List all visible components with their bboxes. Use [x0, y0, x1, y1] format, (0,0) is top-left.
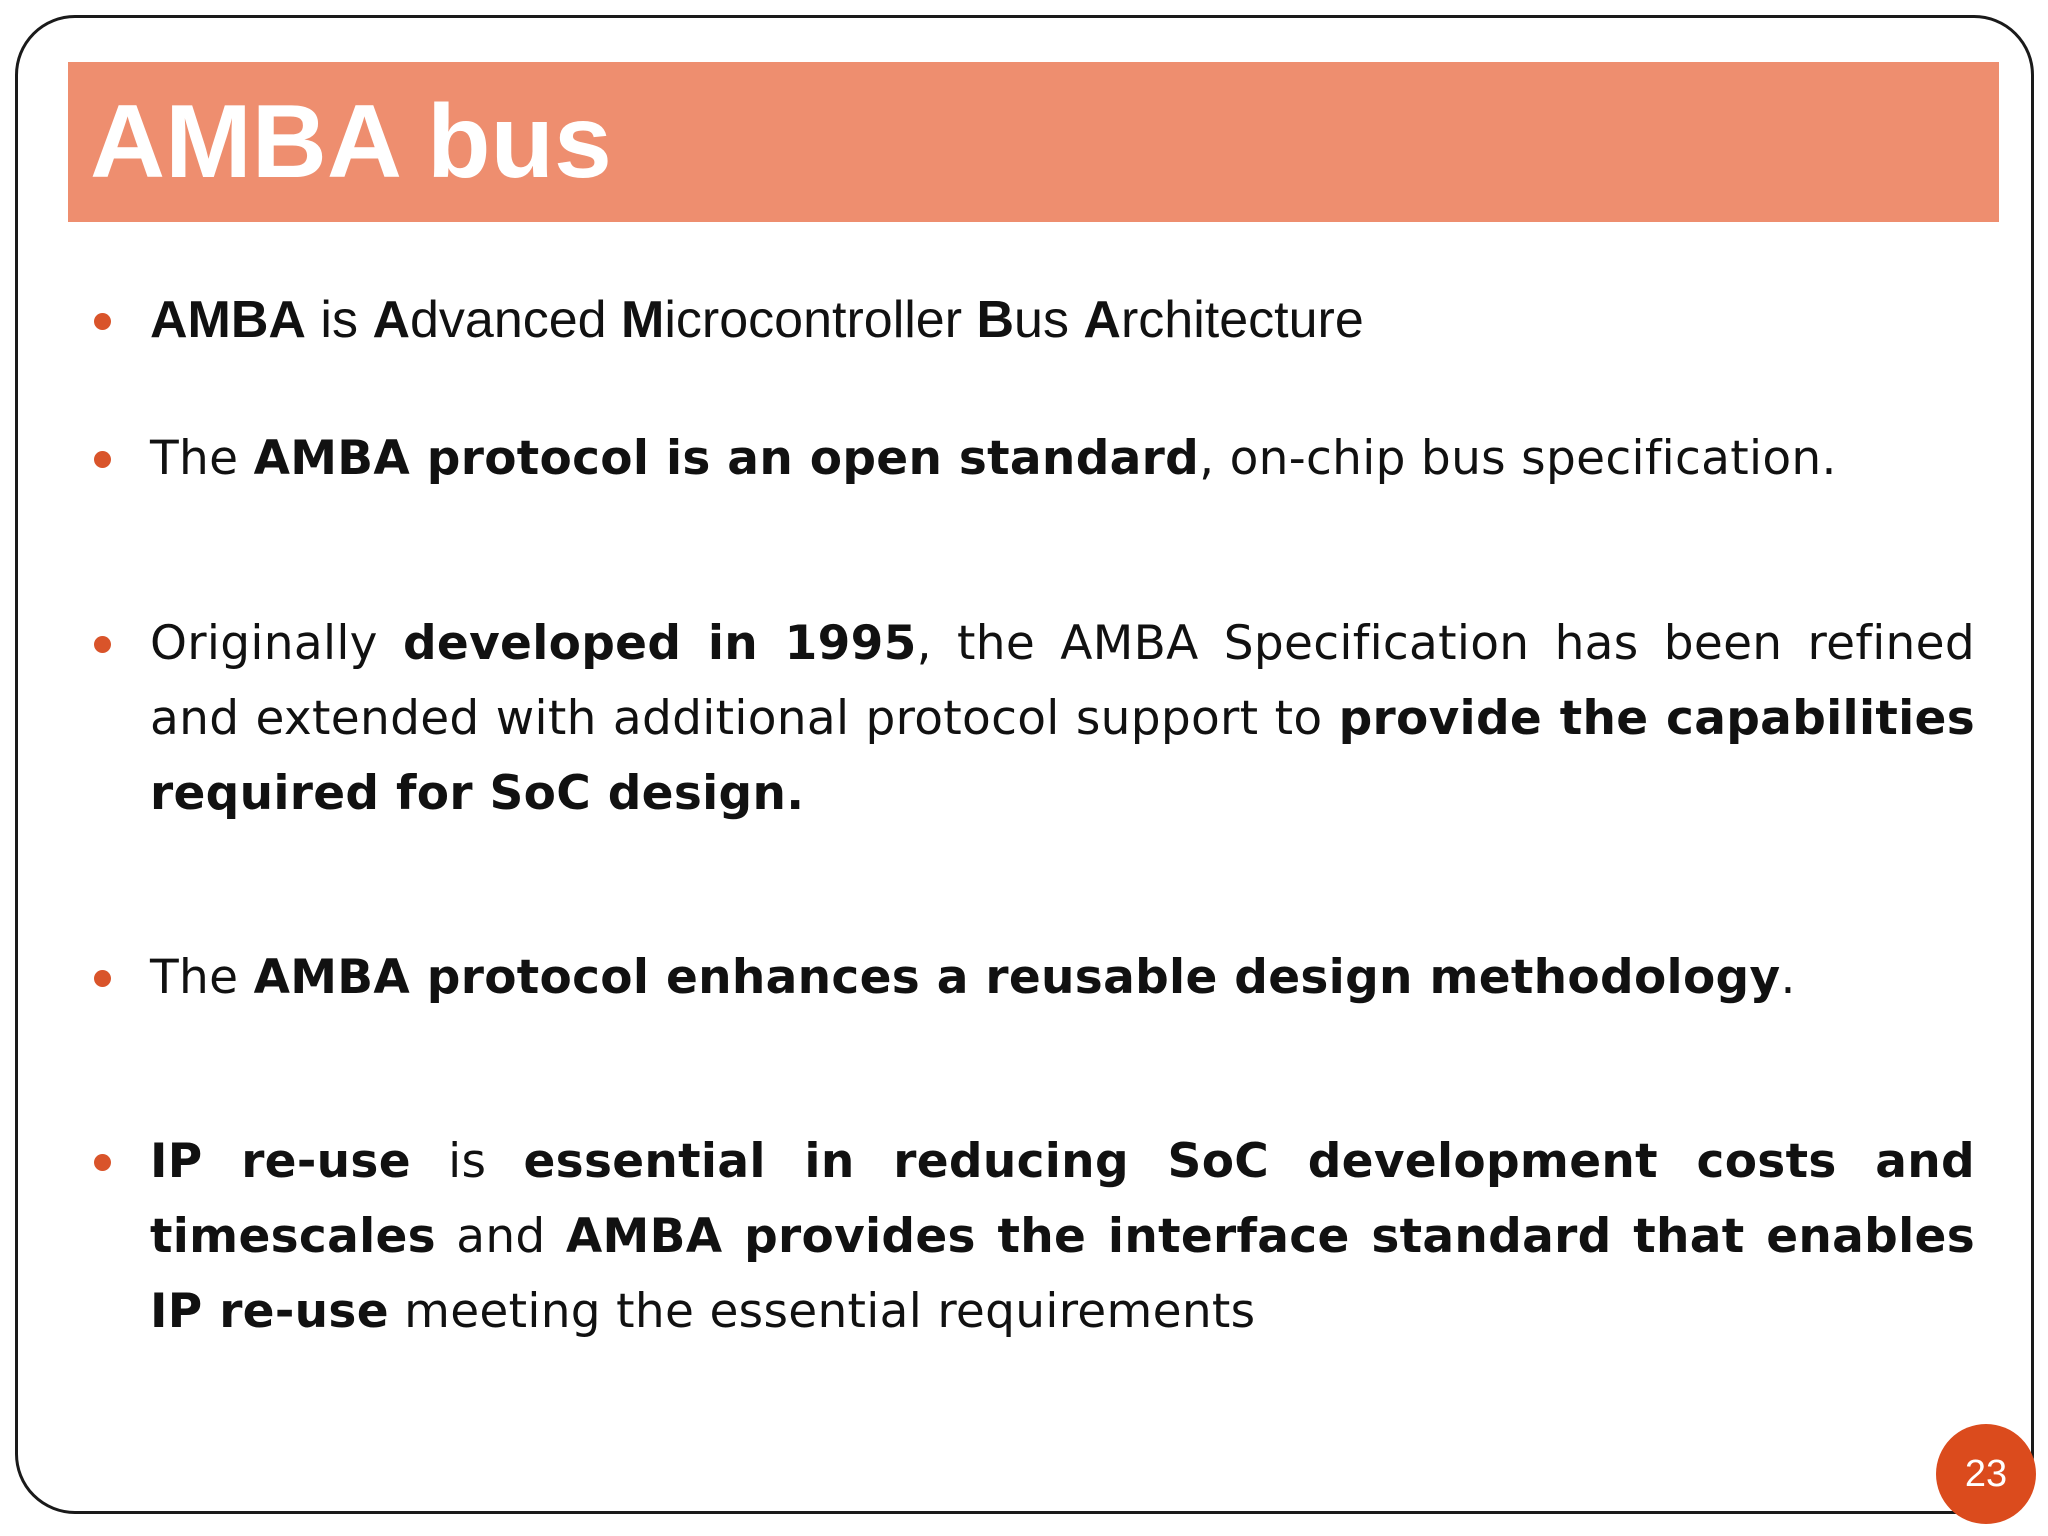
bold-run: B [976, 291, 1015, 349]
bold-run: AMBA protocol is an open standard [253, 431, 1200, 486]
bold-run: provide the capabilities required for SoC design. [150, 691, 1975, 821]
bold-run: developed in 1995 [402, 616, 917, 671]
bold-run: essential in reducing SoC development costs and timescales [150, 1134, 1975, 1264]
page-number-badge: 23 [1936, 1424, 2036, 1524]
bold-run: AMBA protocol enhances a reusable design methodology [253, 950, 1781, 1005]
bullet-dot-icon [94, 313, 111, 330]
bullet-item-1 [150, 283, 1975, 358]
bullet-text [150, 1134, 1975, 1339]
bullet-dot-icon [94, 970, 111, 987]
text-run: us [1014, 291, 1084, 349]
bullet-dot-icon [94, 1154, 111, 1171]
bold-run: AMBA provides the interface standard that enables IP re-use [150, 1209, 1975, 1339]
text-run: , the AMBA Specification has been refined and extended with additional protocol support to [150, 616, 1975, 746]
text-run: is [410, 1134, 524, 1189]
bold-run: IP re-use [150, 1134, 411, 1189]
text-run: The [150, 431, 254, 486]
bold-run: A [372, 291, 410, 349]
bullet-item-3 [150, 606, 1975, 831]
bullet-item-2 [150, 421, 1975, 496]
bullet-text [150, 431, 1837, 486]
bullet-dot-icon [94, 451, 111, 468]
bold-run: AMBA [150, 291, 306, 349]
bold-run: M [621, 291, 665, 349]
text-run: . [1780, 950, 1796, 1005]
bullet-text [150, 291, 1364, 349]
bullet-item-4 [150, 940, 1975, 1015]
text-run: Originally [150, 616, 403, 671]
bold-run: A [1083, 291, 1121, 349]
text-run: dvanced [410, 291, 622, 349]
text-run: , on-chip bus specification. [1199, 431, 1837, 486]
bullet-text [150, 950, 1796, 1005]
text-run: rchitecture [1120, 291, 1364, 349]
text-run: meeting the essential requirements [388, 1284, 1256, 1339]
slide-title: AMBA bus [90, 84, 612, 200]
text-run: icrocontroller [664, 291, 977, 349]
text-run: is [305, 291, 373, 349]
bullet-item-5 [150, 1124, 1975, 1349]
bullet-dot-icon [94, 636, 111, 653]
text-run: The [150, 950, 254, 1005]
bullet-text [150, 616, 1975, 821]
text-run: and [435, 1209, 566, 1264]
